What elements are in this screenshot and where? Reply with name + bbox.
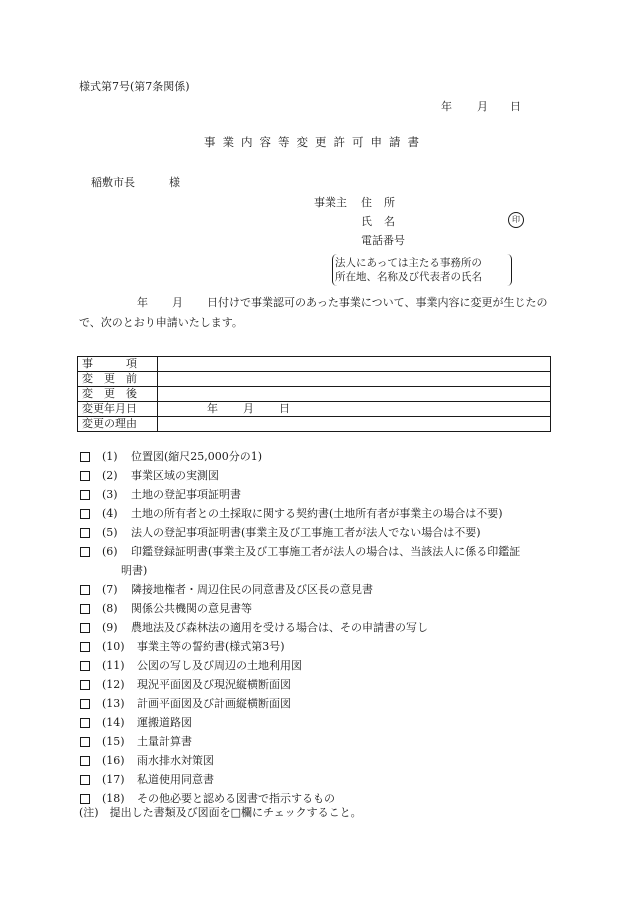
date-day: 日	[510, 100, 521, 113]
checkbox[interactable]	[80, 528, 90, 538]
table-row	[78, 402, 551, 417]
application-date	[441, 101, 521, 112]
list-item	[80, 659, 560, 678]
item-text: 関係公共機関の意見書等	[131, 602, 252, 615]
item-text: 事業主等の誓約書(様式第3号)	[137, 640, 285, 653]
checkbox[interactable]	[80, 509, 90, 519]
date-year: 年	[441, 100, 452, 113]
form-number: 様式第7号(第7条関係)	[79, 80, 190, 93]
item-number: (1)	[102, 450, 118, 463]
item-text	[121, 545, 559, 578]
applicant-label: 事業主	[314, 196, 347, 209]
item-number: (15)	[102, 735, 125, 748]
checkbox[interactable]	[80, 471, 90, 481]
item-number: (13)	[102, 697, 125, 710]
list-item	[80, 640, 560, 659]
row-value-field[interactable]	[158, 357, 551, 372]
list-item	[80, 602, 560, 621]
list-item	[80, 545, 560, 583]
row-value-field[interactable]	[158, 387, 551, 402]
date-month: 月	[477, 100, 488, 113]
row-label: 事 項	[78, 357, 158, 372]
item-text: 現況平面図及び現況縦横断面図	[137, 678, 291, 691]
item-text: その他必要と認める図書で指示するもの	[137, 792, 335, 805]
change-date-month: 月	[243, 402, 254, 415]
checkbox[interactable]	[80, 775, 90, 785]
item-text: 計画平面図及び計画縦横断面図	[137, 697, 291, 710]
corporation-note-line-2: 所在地、名称及び代表者の氏名	[335, 271, 482, 283]
item-text-line-2: 明書)	[121, 564, 148, 577]
item-text: 位置図(縮尺25,000分の1)	[131, 450, 263, 463]
name-label: 氏名	[361, 215, 407, 228]
checkbox[interactable]	[80, 547, 90, 557]
body-text-main: 日付けで事業認可のあった事業について、事業内容に変更が生じたので、次のとおり申請いたします。	[79, 296, 548, 329]
item-text: 運搬道路図	[137, 716, 192, 729]
change-details-table	[77, 356, 551, 432]
item-number: (6)	[102, 545, 118, 558]
corporation-note	[332, 254, 512, 286]
list-item	[80, 773, 560, 792]
checkbox[interactable]	[80, 642, 90, 652]
checkbox[interactable]	[80, 680, 90, 690]
item-number: (2)	[102, 469, 118, 482]
checkbox[interactable]	[80, 699, 90, 709]
list-item	[80, 488, 560, 507]
item-text: 事業区域の実測図	[131, 469, 219, 482]
list-item	[80, 754, 560, 773]
item-text: 土地の所有者との土採取に関する契約書(土地所有者が事業主の場合は不要)	[131, 507, 503, 520]
item-number: (10)	[102, 640, 125, 653]
item-text: 土量計算書	[137, 735, 192, 748]
item-text: 私道使用同意書	[137, 773, 214, 786]
checkbox[interactable]	[80, 604, 90, 614]
body-text	[79, 293, 549, 333]
list-item	[80, 469, 560, 488]
item-number: (8)	[102, 602, 118, 615]
change-date-day: 日	[279, 402, 290, 415]
item-number: (4)	[102, 507, 118, 520]
item-number: (3)	[102, 488, 118, 501]
item-text: 法人の登記事項証明書(事業主及び工事施工者が法人でない場合は不要)	[131, 526, 481, 539]
list-item	[80, 450, 560, 469]
document-checklist	[80, 450, 560, 811]
list-item	[80, 735, 560, 754]
checkbox[interactable]	[80, 585, 90, 595]
item-text: 公図の写し及び周辺の土地利用図	[137, 659, 302, 672]
change-date-year: 年	[207, 402, 218, 415]
item-number: (12)	[102, 678, 125, 691]
item-number: (16)	[102, 754, 125, 767]
list-item	[80, 507, 560, 526]
table-row	[78, 357, 551, 372]
row-value-field[interactable]	[158, 372, 551, 387]
item-text: 農地法及び森林法の適用を受ける場合は、その申請書の写し	[131, 621, 428, 634]
addressee-honorific: 様	[169, 176, 180, 189]
checkbox[interactable]	[80, 794, 90, 804]
item-number: (11)	[102, 659, 125, 672]
row-label: 変 更 後	[78, 387, 158, 402]
checkbox[interactable]	[80, 490, 90, 500]
list-item	[80, 621, 560, 640]
table-row	[78, 417, 551, 432]
row-label: 変 更 前	[78, 372, 158, 387]
table-row	[78, 372, 551, 387]
list-item	[80, 697, 560, 716]
checkbox[interactable]	[80, 756, 90, 766]
addressee	[91, 177, 180, 188]
address-label: 住所	[361, 196, 407, 209]
item-number: (9)	[102, 621, 118, 634]
item-number: (7)	[102, 583, 118, 596]
item-number: (5)	[102, 526, 118, 539]
item-text: 土地の登記事項証明書	[131, 488, 241, 501]
body-year: 年	[137, 296, 148, 309]
item-number: (14)	[102, 716, 125, 729]
item-number: (18)	[102, 792, 125, 805]
item-text: 雨水排水対策図	[137, 754, 214, 767]
checkbox[interactable]	[80, 452, 90, 462]
footnote: (注) 提出した書類及び図面を□欄にチェックすること。	[79, 806, 362, 819]
checkbox[interactable]	[80, 737, 90, 747]
item-text-line-1: 印鑑登録証明書(事業主及び工事施工者が法人の場合は、当該法人に係る印鑑証	[131, 545, 521, 558]
table-row	[78, 387, 551, 402]
phone-label: 電話番号	[361, 234, 405, 247]
corporation-note-line-1: 法人にあっては主たる事務所の	[335, 257, 482, 269]
list-item	[80, 583, 560, 602]
list-item	[80, 678, 560, 697]
change-date-field[interactable]	[158, 402, 551, 417]
row-label: 変更の理由	[78, 417, 158, 432]
checkbox[interactable]	[80, 718, 90, 728]
seal-mark: 印	[508, 212, 524, 228]
checkbox[interactable]	[80, 623, 90, 633]
list-item	[80, 716, 560, 735]
item-text: 隣接地権者・周辺住民の同意書及び区長の意見書	[131, 583, 373, 596]
row-value-field[interactable]	[158, 417, 551, 432]
checkbox[interactable]	[80, 661, 90, 671]
page-title: 事業内容等変更許可申請書	[204, 135, 426, 149]
addressee-name: 稲敷市長	[91, 176, 135, 189]
row-label: 変更年月日	[78, 402, 158, 417]
list-item	[80, 526, 560, 545]
item-number: (17)	[102, 773, 125, 786]
body-month: 月	[172, 296, 183, 309]
